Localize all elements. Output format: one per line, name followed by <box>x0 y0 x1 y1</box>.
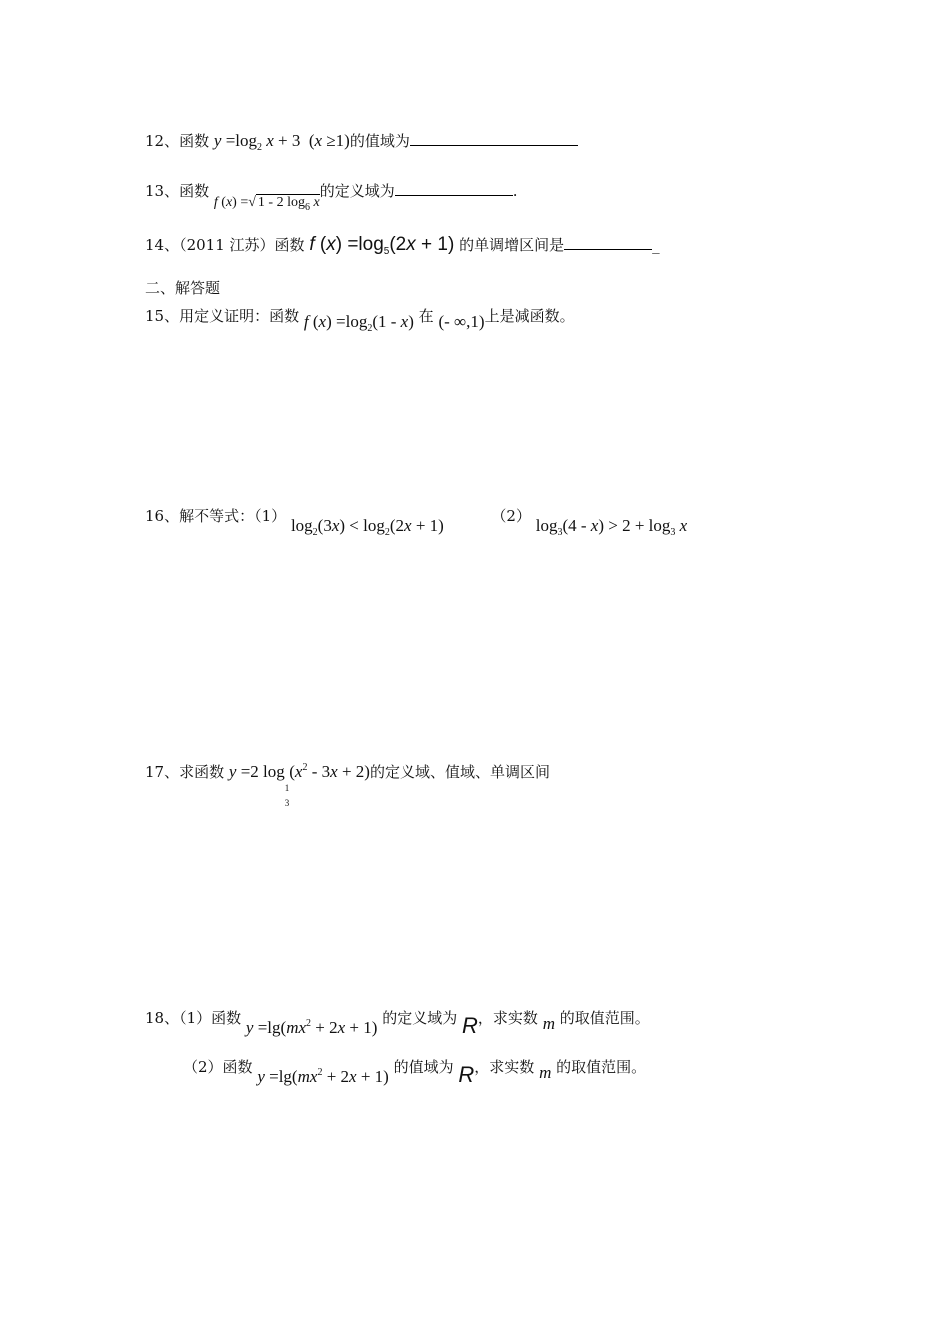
q13-end: . <box>512 182 518 200</box>
q15-prefix: 用定义证明：函数 <box>179 307 300 325</box>
question-18-part-2 <box>183 1052 647 1087</box>
question-15 <box>145 305 575 334</box>
q18-part1-m: m <box>542 1014 555 1033</box>
q12-prefix: 函数 <box>179 132 210 150</box>
section-2-title: 二、解答题 <box>145 279 221 297</box>
q16-prefix: 解不等式： <box>179 507 255 525</box>
q18-part1-label: （1）函数 <box>179 1009 242 1027</box>
q14-answer-blank <box>564 235 652 250</box>
q16-part1-formula: $\log_2(3x) < \log_2(2x + 1)$ <box>290 516 444 538</box>
q15-formula: f $(x) =\log_2(1 - x)$ <box>303 312 414 334</box>
q12-number: 12、 <box>145 132 180 150</box>
question-12 <box>145 130 578 151</box>
question-13 <box>145 180 518 213</box>
q18-part2-R: R <box>458 1062 475 1087</box>
q16-part1-label: （1） <box>254 507 287 525</box>
q13-number: 13、 <box>145 182 180 200</box>
q12-answer-blank <box>410 131 578 146</box>
q18-part2-ask: ，求实数 <box>474 1058 535 1076</box>
q14-prefix: 函数 <box>274 236 305 254</box>
question-14 <box>145 234 660 256</box>
q18-part2-label: （2）函数 <box>183 1058 253 1076</box>
q17-number: 17、 <box>145 763 180 781</box>
q18-part2-formula: $y =\lg(mx^2 + 2x + 1)$ <box>257 1067 389 1086</box>
q18-part1-end: 的取值范围。 <box>559 1009 650 1027</box>
q15-suffix: 上是减函数。 <box>484 307 575 325</box>
q18-part1-suffix: 的定义域为 <box>382 1009 458 1027</box>
question-18-part-1 <box>145 1003 650 1038</box>
q12-suffix: 的值域为 <box>349 132 410 150</box>
question-16 <box>145 505 688 538</box>
q18-part1-ask: ，求实数 <box>477 1009 538 1027</box>
q18-number: 18、 <box>145 1009 180 1027</box>
q14-formula: f $(x) =\log_5(2x + 1)$ <box>309 234 455 257</box>
question-17 <box>145 761 550 808</box>
q18-part1-R: R <box>462 1013 478 1038</box>
q13-prefix: 函数 <box>179 182 210 200</box>
q12-formula: $y =\log_2$ x + 3 (x ≥1) <box>213 131 350 153</box>
q13-answer-blank <box>395 181 513 196</box>
q13-suffix: 的定义域为 <box>319 182 395 200</box>
q16-part2-label: （2） <box>491 507 531 525</box>
q16-number: 16、 <box>145 507 180 525</box>
q17-suffix: 的定义域、值域、单调区间 <box>369 763 550 781</box>
q14-suffix: 的单调增区间是 <box>459 236 565 254</box>
q18-part2-suffix: 的值域为 <box>393 1058 454 1076</box>
q15-interval: (- ∞,1) <box>438 312 485 331</box>
q17-formula: y =2 log 1 3 $(x^2 - 3x + 2)$ <box>228 762 370 808</box>
q15-mid: 在 <box>418 307 434 325</box>
q14-number: 14、 <box>145 236 180 254</box>
q18-part2-m: m <box>539 1063 552 1082</box>
q17-prefix: 求函数 <box>179 763 225 781</box>
q15-number: 15、 <box>145 307 180 325</box>
q16-part2-formula: $\log_3(4 - x) > 2 + \log_3 x$ <box>535 516 688 538</box>
q14-source: （2011 江苏） <box>179 236 275 254</box>
q14-end: _ <box>652 236 660 254</box>
q13-formula: f (x) =√ 1 - 2 $\log_6 x$ <box>213 195 320 213</box>
q18-part2-end: 的取值范围。 <box>556 1058 647 1076</box>
q18-part1-formula: $y =\lg(mx^2 + 2x + 1)$ <box>245 1018 378 1037</box>
